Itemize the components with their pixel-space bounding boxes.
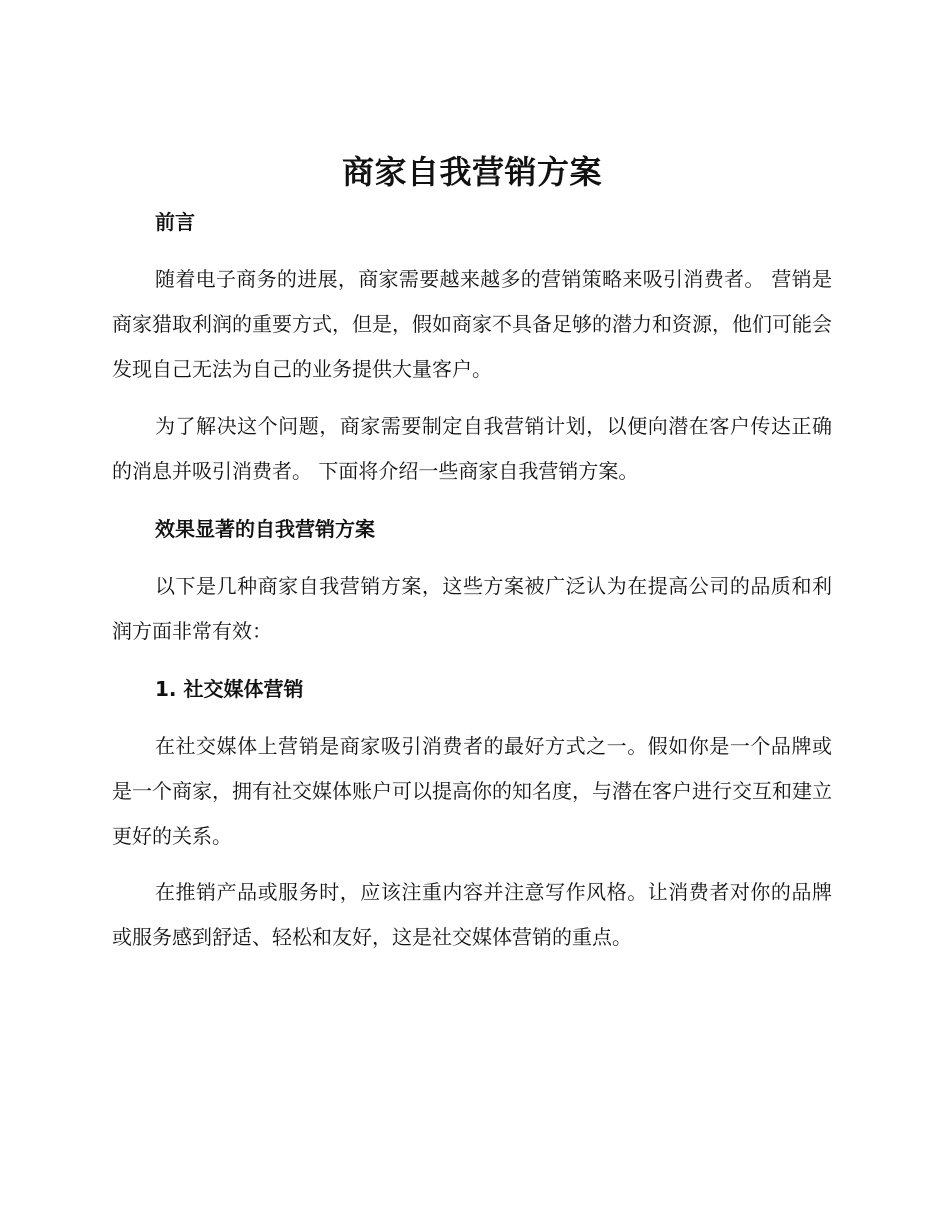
paragraph-preface-1: 随着电子商务的进展，商家需要越来越多的营销策略来吸引消费者。 营销是商家猎取利润的重要方式，但是，假如商家不具备足够的潜力和资源，他们可能会发现自己无法为自己的业务提供大量客户。	[112, 267, 832, 381]
section-heading-effective: 效果显著的自我营销方案	[155, 517, 375, 541]
paragraph-social-1: 在社交媒体上营销是商家吸引消费者的最好方式之一。假如你是一个品牌或是一个商家，拥有社交媒体账户可以提高你的知名度，与潜在客户进行交互和建立更好的关系。	[112, 734, 832, 848]
paragraph-preface-2: 为了解决这个问题，商家需要制定自我营销计划，以便向潜在客户传达正确的消息并吸引消费者。 下面将介绍一些商家自我营销方案。	[112, 414, 832, 483]
section-heading-preface: 前言	[155, 210, 195, 234]
paragraph-effective-1: 以下是几种商家自我营销方案，这些方案被广泛认为在提高公司的品质和利润方面非常有效：	[112, 574, 832, 643]
paragraph-social-2: 在推销产品或服务时，应该注重内容并注意写作风格。让消费者对你的品牌或服务感到舒适、轻松和友好，这是社交媒体营销的重点。	[112, 880, 832, 949]
document-title: 商家自我营销方案	[341, 153, 602, 191]
section-heading-social-media: 1. 社交媒体营销	[155, 677, 304, 701]
